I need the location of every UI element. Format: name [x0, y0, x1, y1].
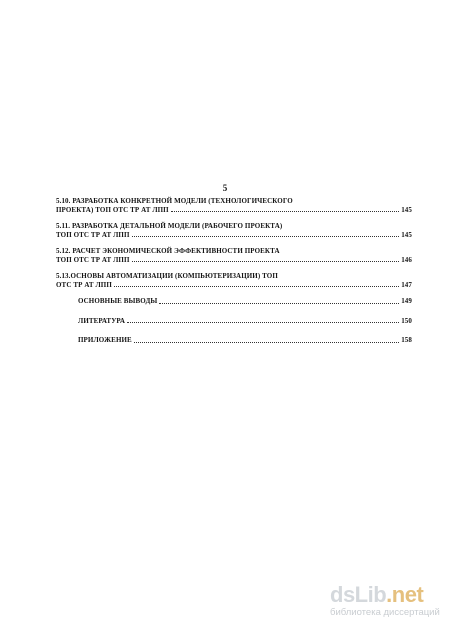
toc-section-label: ПРИЛОЖЕНИЕ: [78, 336, 132, 344]
dot-leader: [114, 285, 399, 287]
logo-main-text: dsLib: [330, 582, 387, 607]
toc-page-number: 149: [401, 297, 412, 305]
toc-entry-5-13[interactable]: [56, 272, 412, 289]
toc-page-number: 150: [401, 316, 412, 325]
toc-entry-5-12[interactable]: [56, 247, 412, 264]
toc-entry-title: 5.13.ОСНОВЫ АВТОМАТИЗАЦИИ (КОМПЬЮТЕРИЗАЦИИ) ТОП: [56, 272, 278, 280]
table-of-contents: [56, 197, 412, 356]
toc-entry-title-cont: ТОП ОТС ТР АТ ЛПП: [56, 230, 130, 239]
dslib-logo: [330, 584, 440, 606]
dot-leader: [132, 235, 400, 237]
toc-page-number: 158: [401, 336, 412, 344]
toc-entry-title: 5.10. РАЗРАБОТКА КОНКРЕТНОЙ МОДЕЛИ (ТЕХНОЛОГИЧЕСКОГО: [56, 197, 293, 205]
toc-section-label: ЛИТЕРАТУРА: [78, 316, 126, 325]
page-number: 5: [222, 183, 228, 193]
toc-page-number: 146: [401, 255, 412, 264]
dot-leader: [159, 302, 399, 304]
dot-leader: [134, 341, 399, 343]
dot-leader: [171, 210, 399, 212]
toc-entry-literature[interactable]: [56, 317, 412, 326]
toc-entry-conclusions[interactable]: [56, 297, 412, 306]
dslib-watermark: [330, 584, 440, 618]
toc-entry-title-cont: ОТС ТР АТ ЛПП: [56, 280, 112, 289]
toc-page-number: 147: [401, 280, 412, 289]
dot-leader: [127, 321, 399, 323]
toc-entry-5-10[interactable]: [56, 197, 412, 214]
toc-page-number: 145: [401, 230, 412, 239]
toc-entry-title: 5.12. РАСЧЕТ ЭКОНОМИЧЕСКОЙ ЭФФЕКТИВНОСТИ ПРОЕКТА: [56, 247, 280, 255]
toc-section-label: ОСНОВНЫЕ ВЫВОДЫ: [78, 297, 158, 305]
dot-leader: [132, 260, 400, 262]
toc-entry-5-11[interactable]: [56, 222, 412, 239]
toc-page-number: 145: [401, 205, 412, 214]
toc-entry-title-cont: ТОП ОТС ТР АТ ЛПП: [56, 255, 130, 264]
toc-entry-title-cont: ПРОЕКТА) ТОП ОТС ТР АТ ЛПП: [56, 205, 169, 214]
toc-entry-title: 5.11. РАЗРАБОТКА ДЕТАЛЬНОЙ МОДЕЛИ (РАБОЧЕГО ПРОЕКТА): [56, 222, 283, 230]
watermark-caption: библиотека диссертаций: [330, 607, 440, 618]
toc-entry-appendix[interactable]: [56, 336, 412, 345]
logo-tld-text: .net: [386, 582, 424, 607]
